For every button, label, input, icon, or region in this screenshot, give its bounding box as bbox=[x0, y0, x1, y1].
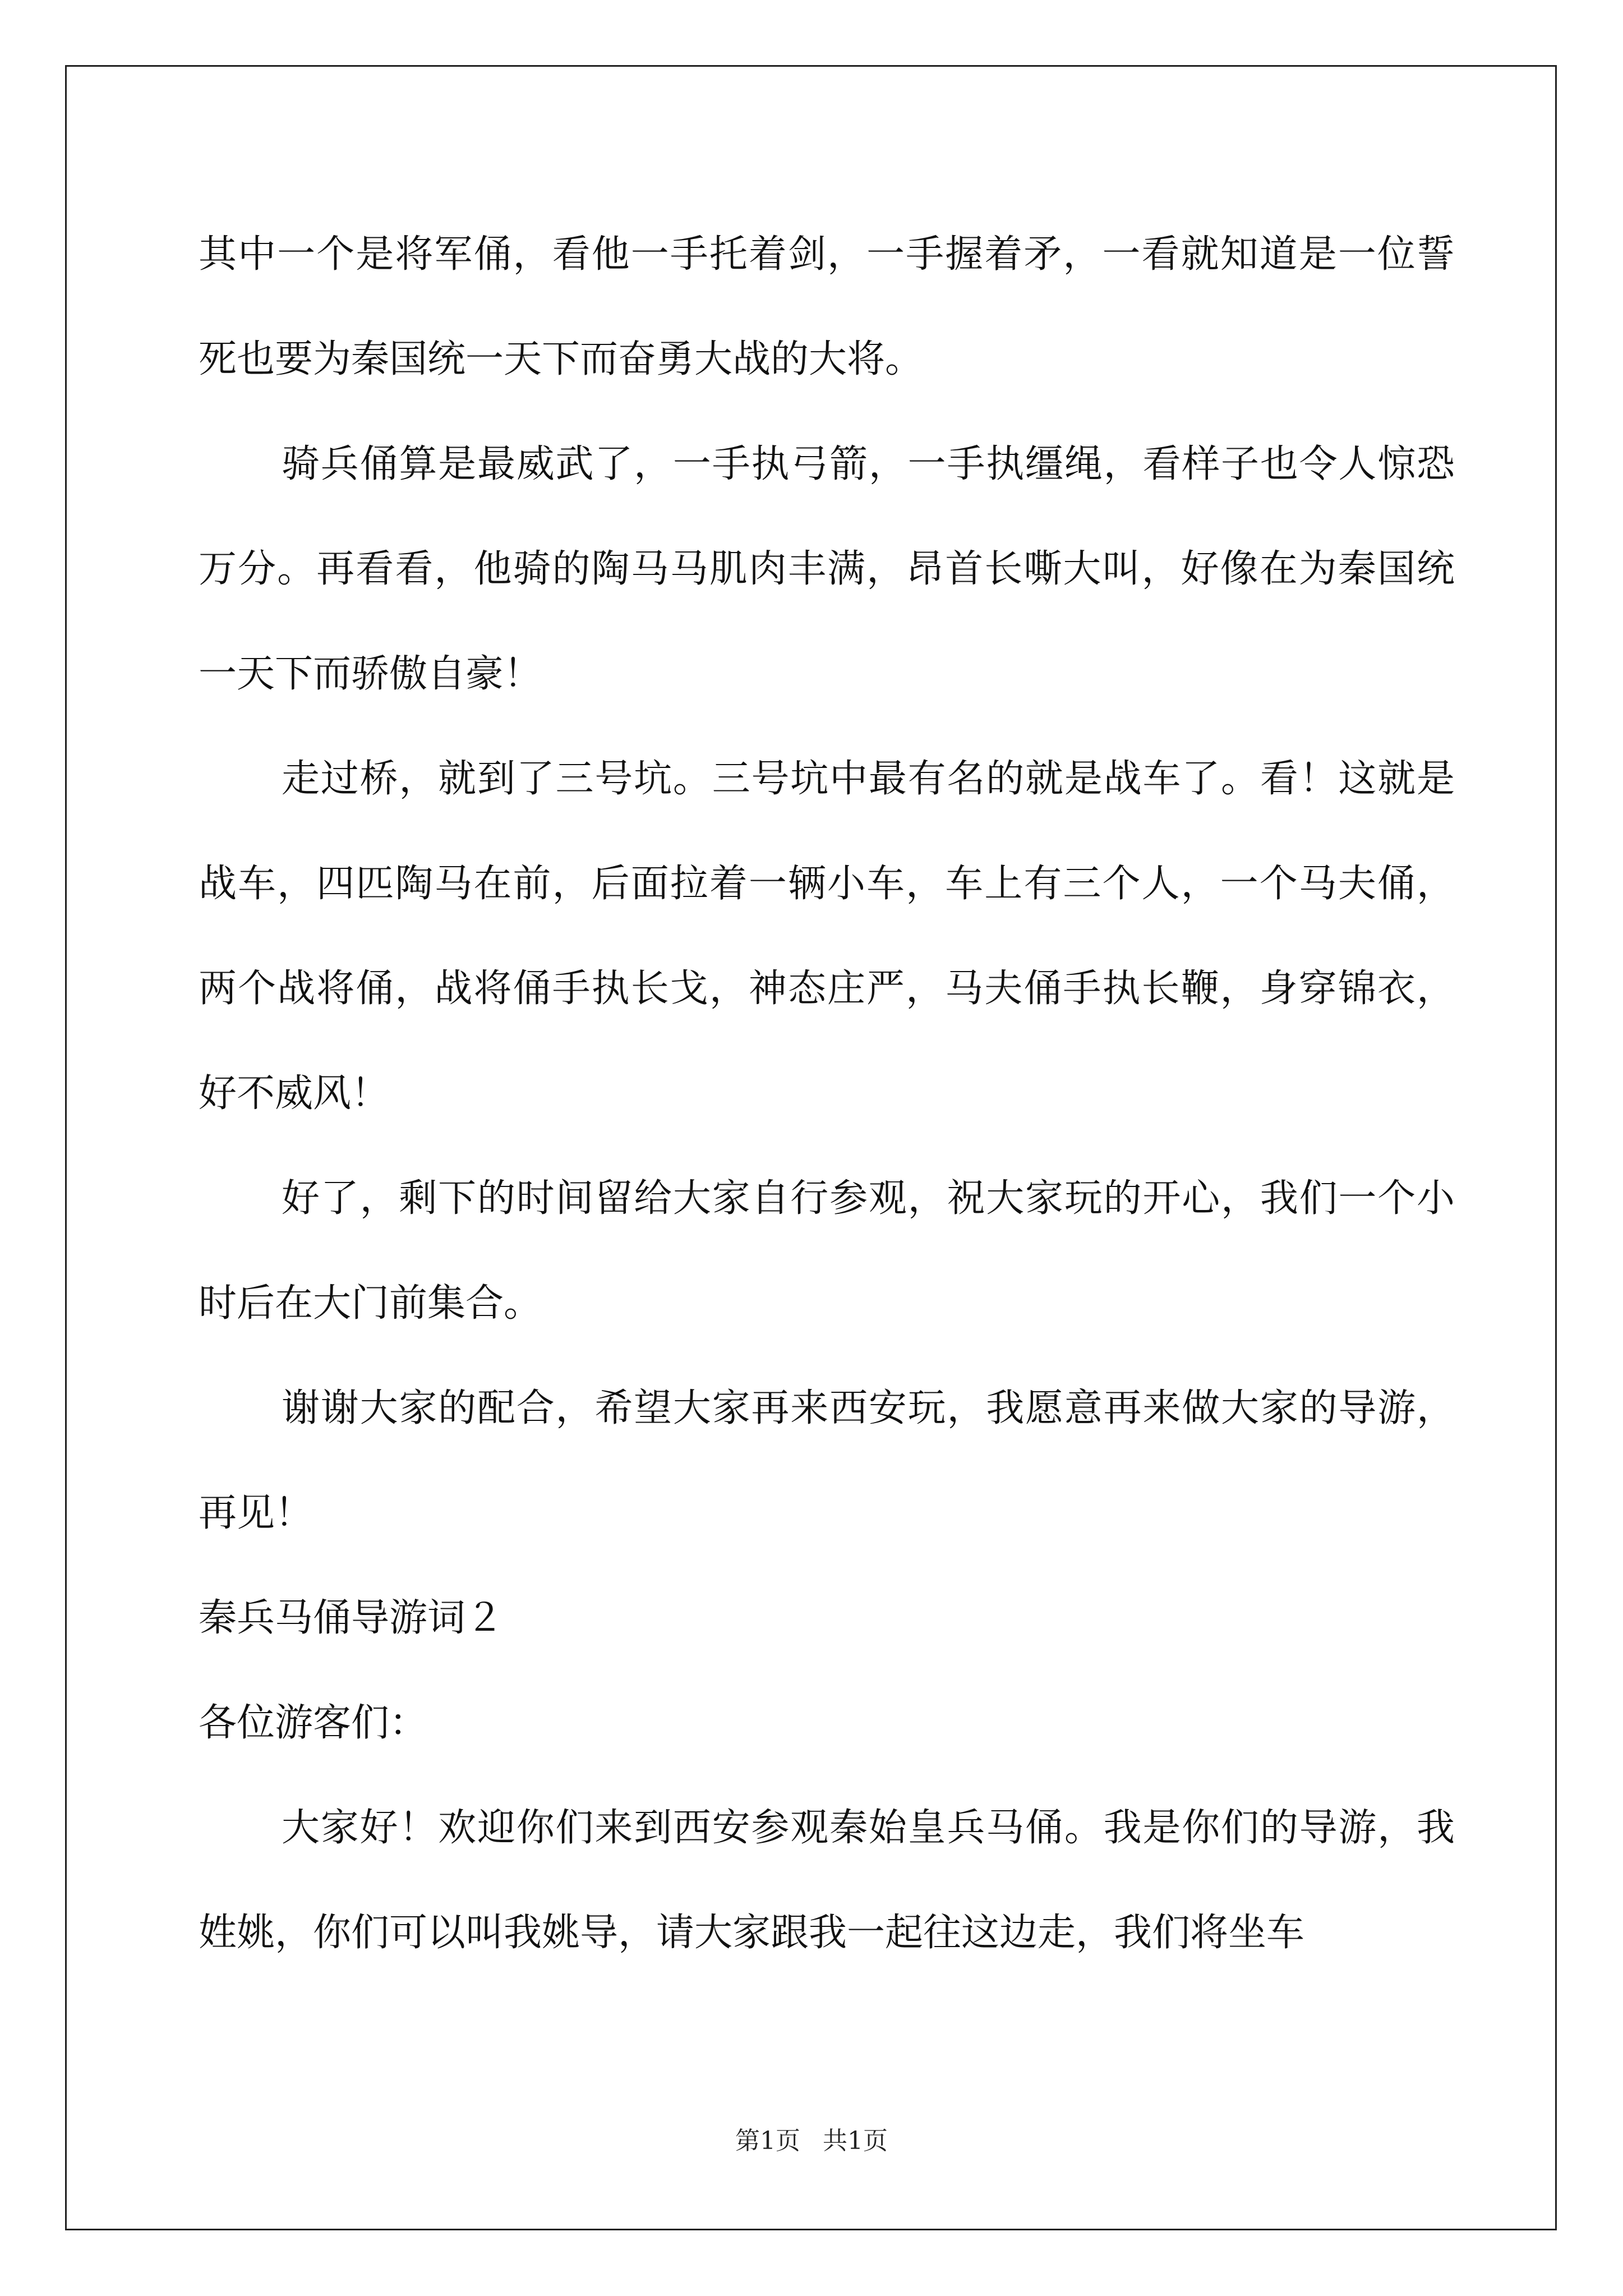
paragraph-3: 走过桥，就到了三号坑。三号坑中最有名的就是战车了。看！这就是战车，四匹陶马在前，后面拉着一辆小车，车上有三个人，一个马夫俑，两个战将俑，战将俑手执长戈，神态庄严，马夫俑手执长鞭，身穿锦衣，好不威风！ bbox=[199, 757, 1455, 1116]
paragraph-6: 大家好！欢迎你们来到西安参观秦始皇兵马俑。我是你们的导游，我姓姚，你们可以叫我姚导，请大家跟我一起往这边走，我们将坐车 bbox=[199, 1806, 1455, 1955]
page-number: 第1页 bbox=[735, 2127, 800, 2155]
section-title: 秦兵马俑导游词２ bbox=[199, 1596, 504, 1640]
document-body bbox=[199, 202, 1455, 1985]
page-footer bbox=[0, 2120, 1623, 2156]
paragraph-2: 骑兵俑算是最威武了，一手执弓箭，一手执缰绳，看样子也令人惊恐万分。再看看，他骑的陶马马肌肉丰满，昂首长嘶大叫，好像在为秦国统一天下而骄傲自豪！ bbox=[199, 442, 1455, 696]
greeting: 各位游客们： bbox=[199, 1701, 428, 1745]
page-total: 共1页 bbox=[823, 2127, 888, 2155]
paragraph-1: 其中一个是将军俑，看他一手托着剑，一手握着矛，一看就知道是一位誓死也要为秦国统一天下而奋勇大战的大将。 bbox=[199, 232, 1455, 381]
paragraph-4: 好了，剩下的时间留给大家自行参观，祝大家玩的开心，我们一个小时后在大门前集合。 bbox=[199, 1176, 1455, 1326]
paragraph-5: 谢谢大家的配合，希望大家再来西安玩，我愿意再来做大家的导游，再见！ bbox=[199, 1386, 1455, 1535]
